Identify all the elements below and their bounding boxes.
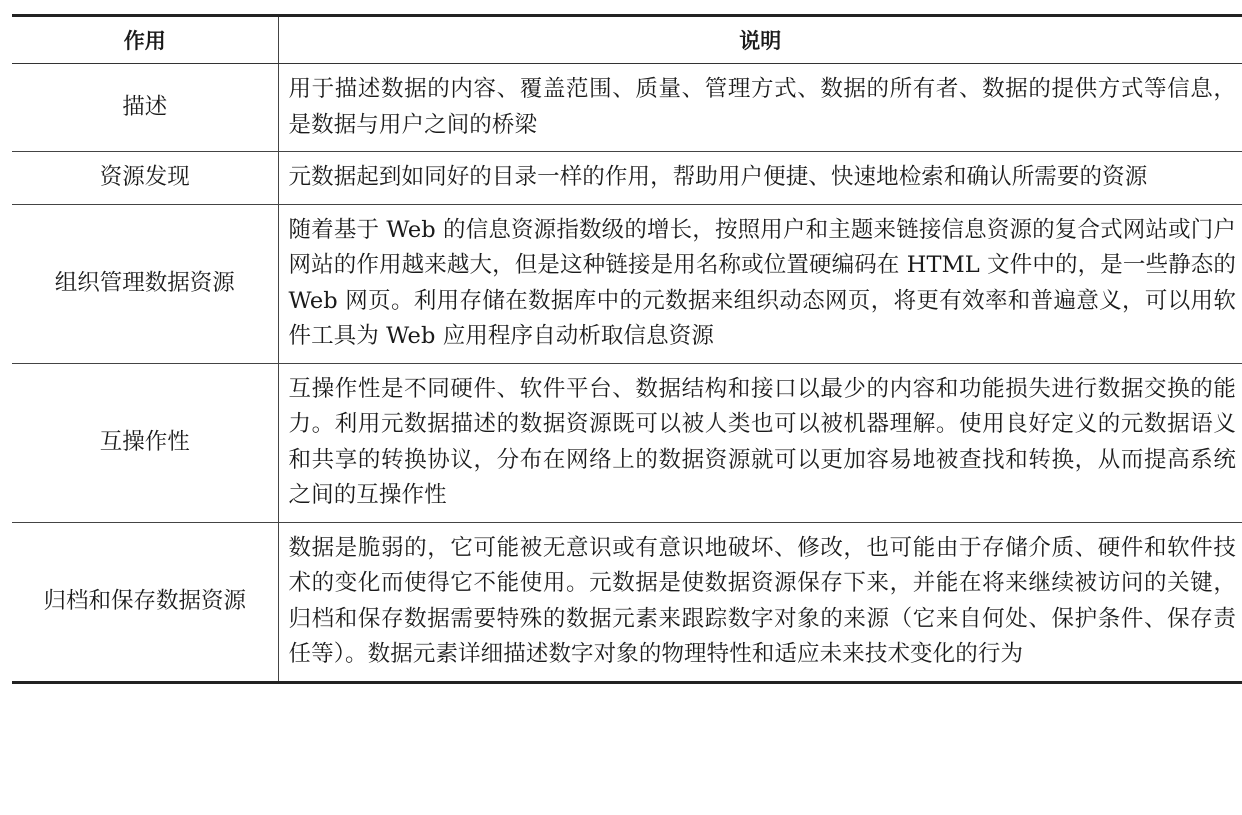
header-row	[12, 16, 1242, 64]
row-description-cell: 数据是脆弱的，它可能被无意识或有意识地破坏、修改，也可能由于存储介质、硬件和软件技术的变化而使得它不能使用。元数据是使数据资源保存下来，并能在将来继续被访问的关键，归档和保存数据需要特殊的数据元素来跟踪数字对象的来源（它来自何处、保护条件、保存责任等）。数据元素详细描述数字对象的物理特性和适应未来技术变化的行为	[278, 522, 1242, 682]
table-row	[12, 64, 1242, 152]
table-row	[12, 152, 1242, 205]
table-row	[12, 522, 1242, 682]
table-row	[12, 204, 1242, 363]
row-role-cell: 归档和保存数据资源	[12, 522, 278, 682]
table-row	[12, 363, 1242, 522]
table-header	[12, 16, 1242, 64]
row-description-cell: 元数据起到如同好的目录一样的作用，帮助用户便捷、快速地检索和确认所需要的资源	[278, 152, 1242, 205]
row-description-cell: 互操作性是不同硬件、软件平台、数据结构和接口以最少的内容和功能损失进行数据交换的能力。利用元数据描述的数据资源既可以被人类也可以被机器理解。使用良好定义的元数据语义和共享的转换协议，分布在网络上的数据资源就可以更加容易地被查找和转换，从而提高系统之间的互操作性	[278, 363, 1242, 522]
row-role-cell: 组织管理数据资源	[12, 204, 278, 363]
header-description: 说明	[278, 16, 1242, 64]
row-role-cell: 资源发现	[12, 152, 278, 205]
metadata-functions-table	[12, 14, 1242, 684]
table-body	[12, 64, 1242, 683]
row-description-cell: 随着基于 Web 的信息资源指数级的增长，按照用户和主题来链接信息资源的复合式网站或门户网站的作用越来越大，但是这种链接是用名称或位置硬编码在 HTML 文件中的，是一些静态的 Web 网页。利用存储在数据库中的元数据来组织动态网页，将更有效率和普遍意义，可以用软件工具为 Web 应用程序自动析取信息资源	[278, 204, 1242, 363]
row-description-cell: 用于描述数据的内容、覆盖范围、质量、管理方式、数据的所有者、数据的提供方式等信息，是数据与用户之间的桥梁	[278, 64, 1242, 152]
metadata-functions-table-container	[12, 14, 1242, 684]
header-role: 作用	[12, 16, 278, 64]
row-role-cell: 描述	[12, 64, 278, 152]
row-role-cell: 互操作性	[12, 363, 278, 522]
